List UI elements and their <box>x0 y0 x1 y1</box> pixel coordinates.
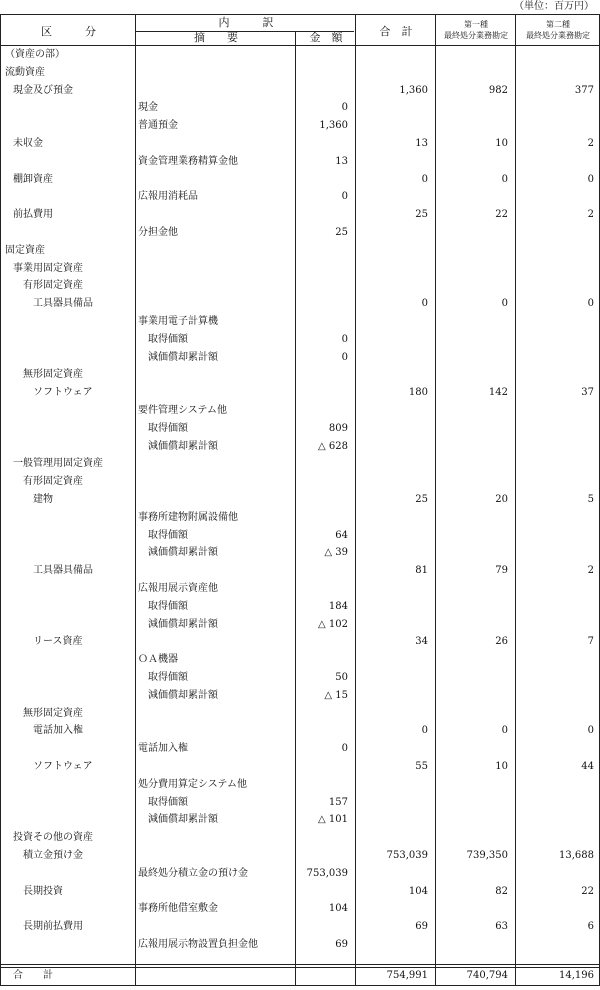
header-dai1-line2: 最終処分業務勘定 <box>444 31 508 40</box>
row-kubun: 棚卸資産 <box>13 173 53 185</box>
row-tekiyo: 広報用展示資産他 <box>138 583 218 594</box>
row-kingaku: 0 <box>341 743 348 755</box>
row-dai2: 7 <box>587 636 594 648</box>
header-tekiyo: 摘 要 <box>194 31 238 44</box>
row-dai2: 37 <box>581 387 594 399</box>
column-divider <box>295 31 296 985</box>
row-kubun: 無形固定資産 <box>23 369 83 381</box>
row-kingaku: 13 <box>335 155 348 167</box>
row-tekiyo: 取得価額 <box>138 529 188 541</box>
row-dai1: 82 <box>495 885 508 897</box>
row-tekiyo: 資金管理業務精算金他 <box>138 155 238 167</box>
row-tekiyo: 取得価額 <box>138 333 188 345</box>
row-tekiyo: 現金 <box>138 102 158 114</box>
row-kingaku: △ 628 <box>318 440 348 452</box>
row-tekiyo: 事業用電子計算機 <box>138 316 218 327</box>
row-gokei: 104 <box>408 885 428 897</box>
row-dai1: 10 <box>495 761 508 772</box>
row-kubun: ソフトウェア <box>33 761 93 772</box>
row-tekiyo: 広報用展示物設置負担金他 <box>138 939 258 950</box>
row-dai2: 0 <box>587 298 594 310</box>
header-kingaku: 金 額 <box>309 31 343 44</box>
row-tekiyo: 取得価額 <box>138 422 188 434</box>
row-kubun: リース資産 <box>33 636 83 648</box>
row-kubun: （資産の部） <box>5 49 65 60</box>
row-tekiyo: 広報用消耗品 <box>138 191 198 203</box>
row-tekiyo: 取得価額 <box>138 796 188 808</box>
row-dai1: 79 <box>495 565 508 577</box>
row-kubun: 無形固定資産 <box>23 707 83 719</box>
row-kubun: 未収金 <box>13 138 43 149</box>
row-tekiyo: 分担金他 <box>138 227 178 238</box>
total-dai1: 740,794 <box>466 970 508 981</box>
row-kingaku: 0 <box>341 102 348 114</box>
row-kingaku: 157 <box>328 796 348 808</box>
row-gokei: 25 <box>415 494 428 505</box>
row-dai1: 26 <box>495 636 508 648</box>
row-kubun: 事業用固定資産 <box>13 262 83 274</box>
row-kubun: 積立金預け金 <box>23 850 83 861</box>
row-kingaku: 809 <box>328 422 348 434</box>
row-kubun: 前払費用 <box>13 209 53 221</box>
header-gokei: 合 計 <box>379 25 413 38</box>
row-kingaku: 0 <box>341 191 348 203</box>
header-dai1-line1: 第一種 <box>464 20 488 29</box>
row-kingaku: 69 <box>335 939 348 950</box>
header-dai2-line2: 最終処分業務勘定 <box>526 31 590 40</box>
row-gokei: 180 <box>408 387 428 399</box>
row-dai1: 10 <box>495 138 508 149</box>
row-tekiyo: 事務所他借室敷金 <box>138 903 218 915</box>
balance-sheet-table <box>0 14 600 986</box>
row-tekiyo: 電話加入権 <box>138 743 188 755</box>
row-dai2: 2 <box>587 138 594 149</box>
row-tekiyo: 減価償却累計額 <box>138 440 218 452</box>
row-kingaku: 104 <box>328 903 348 915</box>
row-kubun: 流動資産 <box>5 66 45 78</box>
row-tekiyo: 普通預金 <box>138 120 178 132</box>
total-label: 合 計 <box>13 970 53 981</box>
row-kubun: 建物 <box>33 494 53 505</box>
row-tekiyo: 取得価額 <box>138 672 188 683</box>
row-kubun: 固定資産 <box>5 244 45 256</box>
row-kingaku: △ 39 <box>324 547 348 559</box>
row-dai2: 5 <box>587 494 594 505</box>
row-kingaku: 64 <box>335 529 348 541</box>
row-dai2: 2 <box>587 565 594 577</box>
row-tekiyo: 減価償却累計額 <box>138 547 218 559</box>
row-gokei: 34 <box>415 636 428 648</box>
row-dai2: 22 <box>581 885 594 897</box>
row-dai1: 0 <box>501 173 508 185</box>
total-rule-double <box>1 967 599 968</box>
row-kingaku: 0 <box>341 333 348 345</box>
row-kingaku: △ 101 <box>318 814 348 826</box>
row-tekiyo: 最終処分積立金の預け金 <box>138 867 248 879</box>
row-tekiyo: 減価償却累計額 <box>138 689 218 701</box>
header-kubun: 区 分 <box>41 25 96 38</box>
row-kingaku: 0 <box>341 351 348 363</box>
row-dai2: 2 <box>587 209 594 221</box>
row-kingaku: 1,360 <box>319 120 348 132</box>
row-kubun: 現金及び預金 <box>13 84 73 96</box>
row-kubun: 一般管理用固定資産 <box>13 458 103 470</box>
row-dai2: 0 <box>587 725 594 737</box>
row-dai1: 22 <box>495 209 508 221</box>
row-kubun: 有形固定資産 <box>23 280 83 292</box>
row-kingaku: △ 102 <box>318 618 348 630</box>
row-kingaku: 50 <box>335 672 348 683</box>
row-dai2: 6 <box>587 921 594 933</box>
total-dai2: 14,196 <box>559 970 594 981</box>
row-kubun: 電話加入権 <box>33 725 83 737</box>
row-tekiyo: 処分費用算定システム他 <box>138 778 247 790</box>
header-bottom-rule <box>1 45 599 46</box>
header-uchiwake: 内 訳 <box>218 16 274 29</box>
row-kubun: 投資その他の資産 <box>13 832 93 844</box>
row-gokei: 0 <box>421 298 428 310</box>
row-tekiyo: 減価償却累計額 <box>138 351 218 363</box>
row-gokei: 69 <box>415 921 428 933</box>
row-dai1: 20 <box>495 494 508 505</box>
row-tekiyo: 減価償却累計額 <box>138 618 218 630</box>
row-kubun: 長期前払費用 <box>23 921 83 933</box>
row-tekiyo: 事務所建物附属設備他 <box>138 511 238 523</box>
row-kingaku: 753,039 <box>306 867 348 879</box>
row-tekiyo: ＯＡ機器 <box>138 654 178 666</box>
row-tekiyo: 取得価額 <box>138 600 188 612</box>
row-dai2: 44 <box>581 761 594 772</box>
total-rule <box>1 964 599 965</box>
row-dai2: 0 <box>587 173 594 185</box>
row-kubun: 有形固定資産 <box>23 476 83 488</box>
row-tekiyo: 要件管理システム他 <box>138 405 227 416</box>
row-dai1: 0 <box>501 298 508 310</box>
row-kingaku: △ 15 <box>324 689 348 701</box>
row-kubun: 長期投資 <box>23 885 63 897</box>
row-dai2: 13,688 <box>559 850 594 861</box>
row-kubun: ソフトウェア <box>33 387 93 399</box>
row-dai1: 63 <box>495 921 508 933</box>
row-dai1: 739,350 <box>466 850 508 861</box>
row-dai1: 142 <box>488 387 508 399</box>
row-gokei: 1,360 <box>399 84 428 96</box>
column-divider <box>135 15 136 985</box>
header-dai2-line1: 第二種 <box>546 20 570 29</box>
total-gokei: 754,991 <box>386 970 428 981</box>
row-gokei: 25 <box>415 209 428 221</box>
row-dai1: 982 <box>488 84 508 96</box>
row-tekiyo: 減価償却累計額 <box>138 814 218 826</box>
row-kubun: 工具器具備品 <box>33 298 93 310</box>
row-dai1: 0 <box>501 725 508 737</box>
row-gokei: 0 <box>421 173 428 185</box>
row-kubun: 工具器具備品 <box>33 565 93 577</box>
row-gokei: 55 <box>415 761 428 772</box>
row-gokei: 753,039 <box>386 850 428 861</box>
row-dai2: 377 <box>574 84 594 96</box>
unit-note: （単位：百万円） <box>514 1 594 12</box>
row-gokei: 81 <box>415 565 428 577</box>
header-subdivider <box>135 31 354 32</box>
row-gokei: 0 <box>421 725 428 737</box>
row-kingaku: 25 <box>335 227 348 238</box>
row-kingaku: 184 <box>328 600 348 612</box>
row-gokei: 13 <box>415 138 428 149</box>
